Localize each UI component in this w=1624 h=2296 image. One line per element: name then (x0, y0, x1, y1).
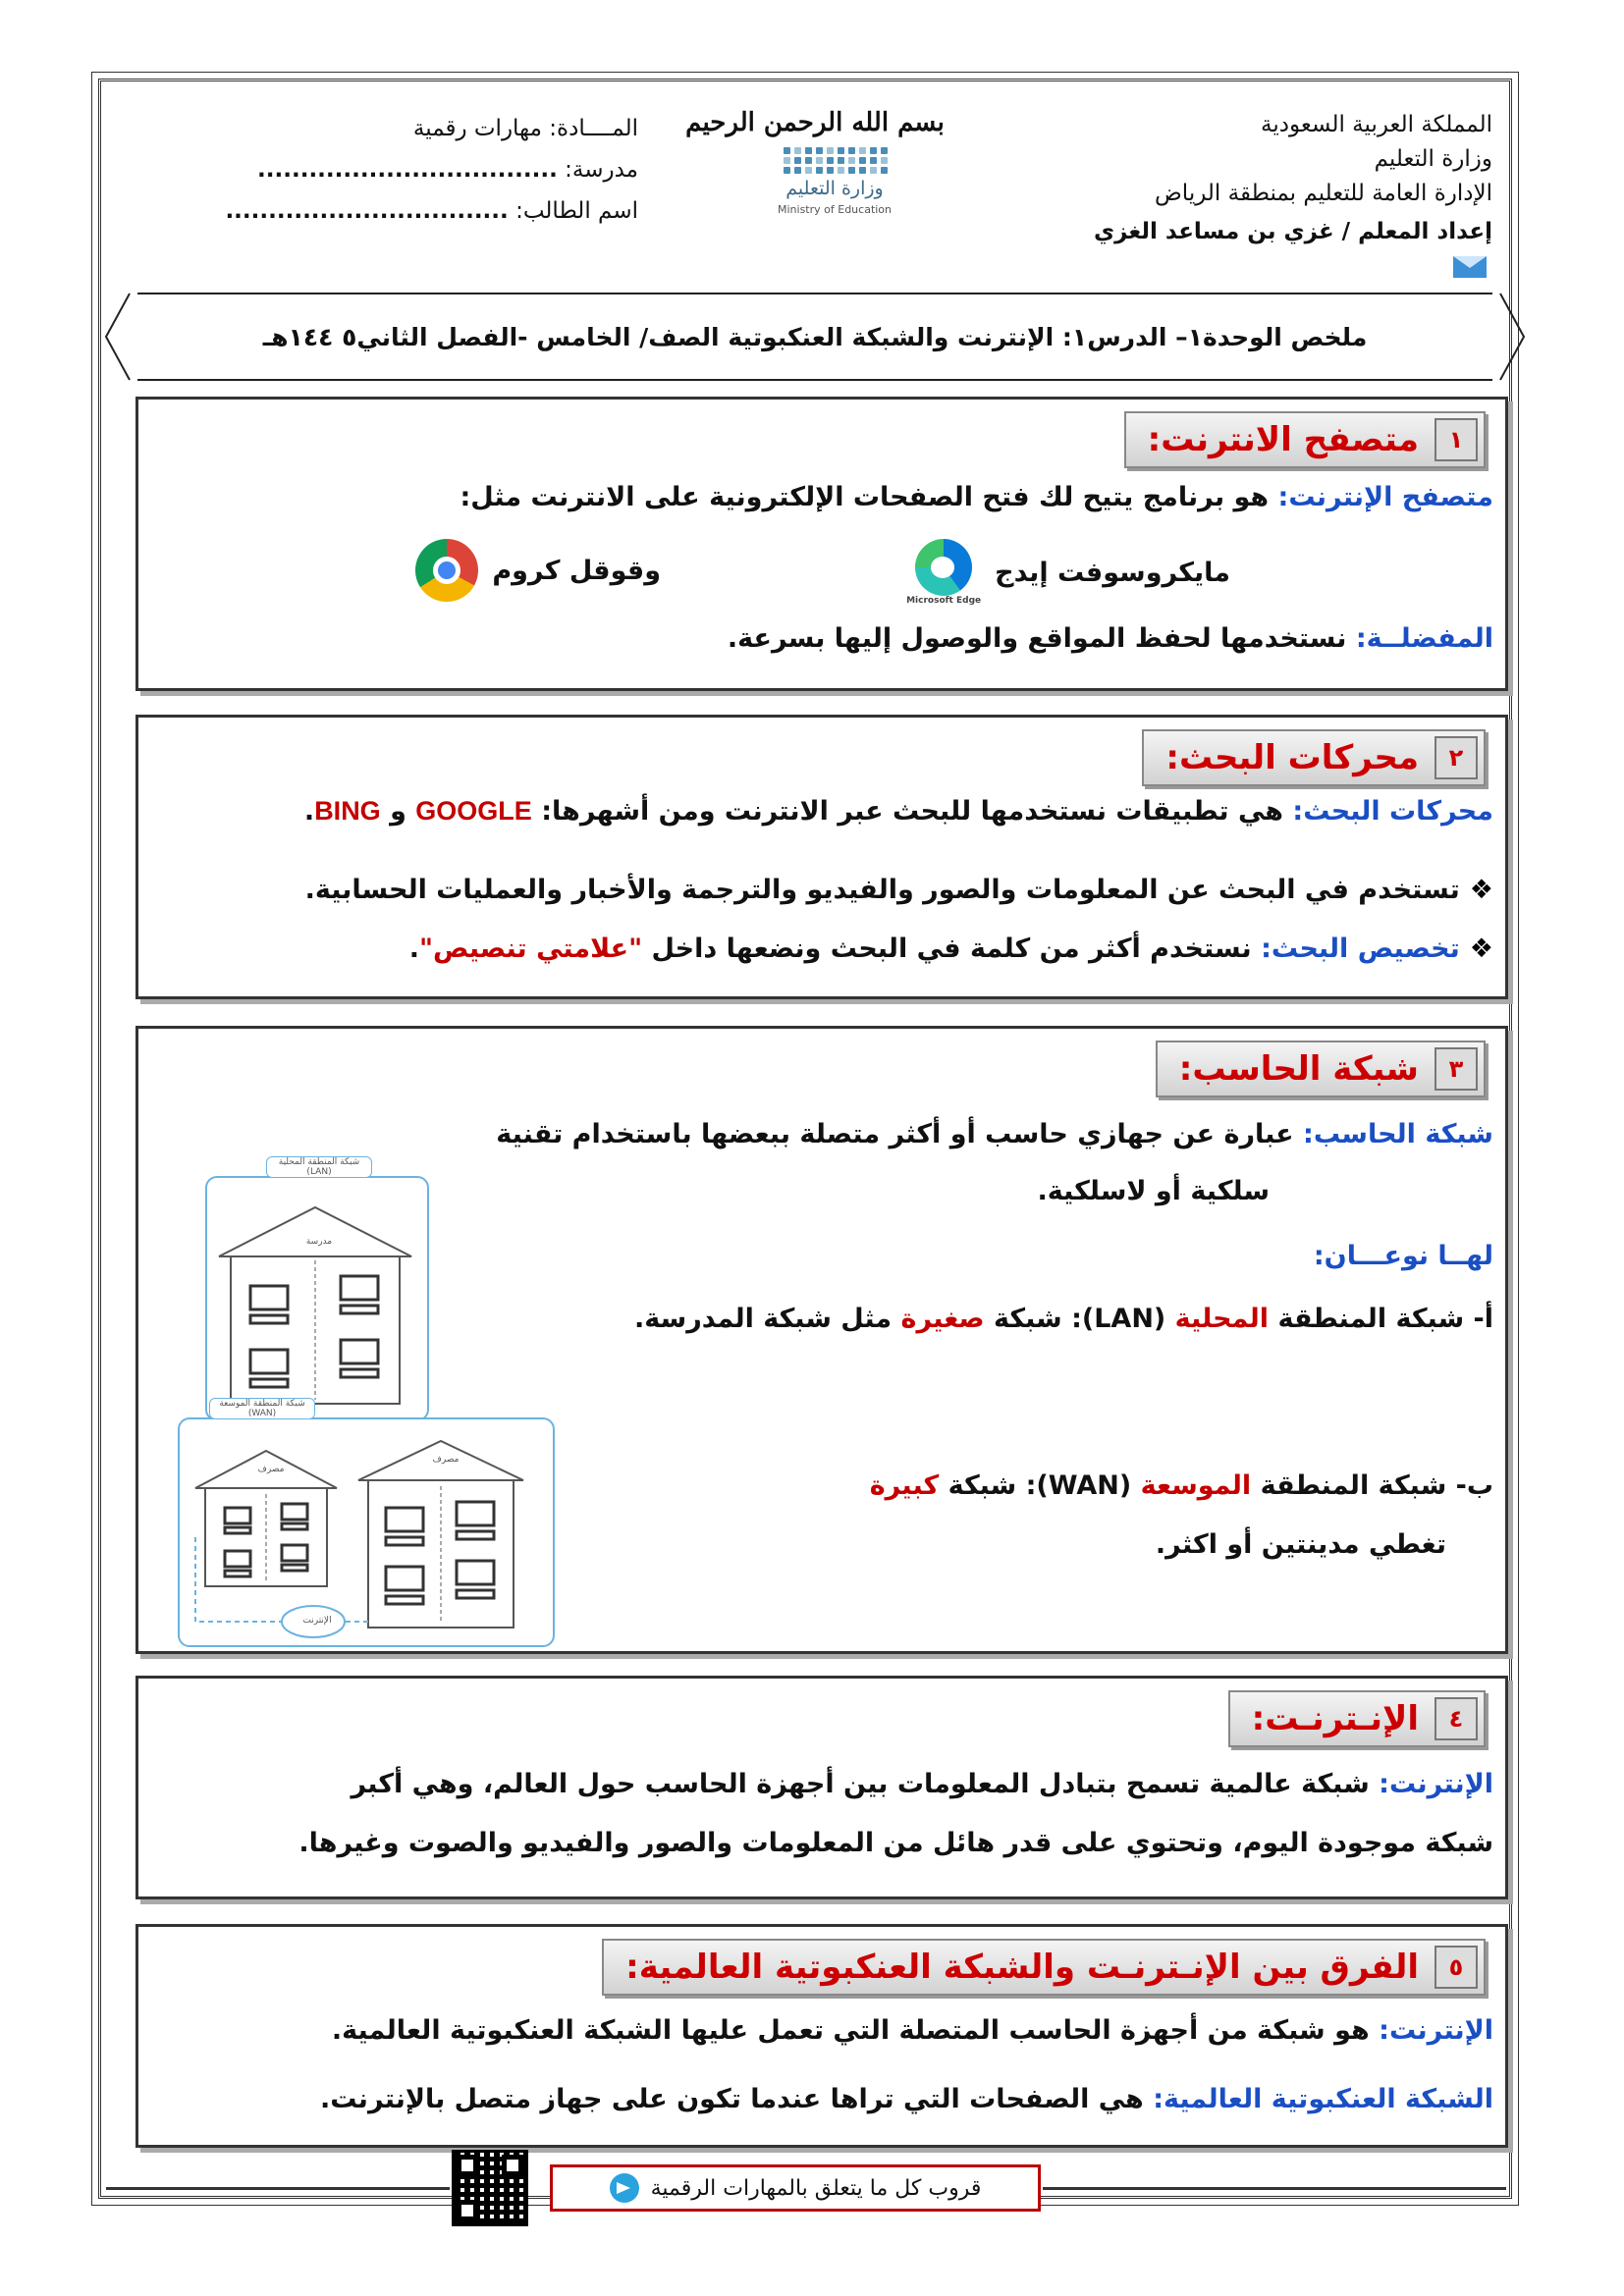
favorites-text: نستخدمها لحفظ المواقع والوصول إليها بسرعة. (727, 623, 1356, 654)
search-text: هي تطبيقات نستخدمها للبحث عبر الانترنت ومن أشهرها: (531, 796, 1293, 827)
network-text: عبارة عن جهازي حاسب أو أكثر متصلة ببعضها باستخدام تقنية (496, 1119, 1304, 1149)
section-number: ٢ (1435, 736, 1478, 779)
section-search-title (1142, 729, 1486, 786)
favorites-term: المفضلــة: (1355, 623, 1493, 654)
kingdom-name: المملكة العربية السعودية (1261, 112, 1492, 137)
section-internet (135, 1676, 1508, 1899)
internet-text: شبكة عالمية تسمح بتبادل المعلومات بين أجهزة الحاسب حول العالم، وهي أكبر (351, 1769, 1380, 1799)
search-bullet-1 (305, 875, 1493, 905)
section-browser-title (1124, 411, 1486, 468)
header (108, 98, 1502, 294)
edge-label: مايكروسوفت إيدج (995, 557, 1230, 588)
lan-prefix: أ- (1464, 1304, 1493, 1334)
internet-term: الإنترنت: (1379, 1769, 1493, 1799)
section-difference-title (602, 1939, 1486, 1996)
google-name: GOOGLE (415, 796, 532, 826)
lan-building-label: مدرسة (305, 1237, 333, 1247)
lan-diagram (205, 1157, 429, 1421)
web-diff-term: الشبكة العنكبوتية العالمية: (1153, 2084, 1493, 2114)
favorites-definition (728, 623, 1493, 654)
wan-prefix: ب- (1446, 1470, 1493, 1501)
wan-definition (870, 1470, 1493, 1501)
wan-large: كبيرة (869, 1470, 940, 1501)
web-diff-text: هي الصفحات التي تراها عندما تكون على جهاز متصل بالإنترنت. (319, 2084, 1154, 2114)
lesson-banner (137, 293, 1492, 381)
qr-code-icon[interactable] (452, 2150, 528, 2226)
and-text: و (380, 796, 416, 827)
section-search-engines (135, 715, 1508, 999)
wan-wide: الموسعة (1140, 1470, 1252, 1501)
network-definition-cont: سلكية أو لاسلكية. (1037, 1176, 1270, 1206)
section-computer-network (135, 1026, 1508, 1654)
section-title-label: شبكة الحاسب: (1178, 1049, 1419, 1089)
telegram-group-link[interactable] (550, 2164, 1041, 2212)
wan-bank-1-label: مصرف (257, 1465, 285, 1474)
network-term: شبكة الحاسب: (1303, 1119, 1493, 1149)
banner-text: ملخص الوحدة١– الدرس١: الإنترنت والشبكة العنكبوتية الصف/ الخامس -الفصل الثاني٥ ١٤٤هـ (262, 322, 1368, 351)
subject-line: المــــادة: مهارات رقمية (412, 116, 638, 141)
footer-rule-right (1043, 2187, 1506, 2190)
browser-text: هو برنامج يتيح لك فتح الصفحات الإلكترونية على الانترنت مثل: (460, 482, 1278, 512)
bing-name: BING (314, 796, 381, 826)
bullet-icon: ❖ (1469, 934, 1493, 964)
lan-definition (634, 1304, 1493, 1334)
search-term: محركات البحث: (1292, 796, 1493, 827)
ministry-logo-english: Ministry of Education (778, 203, 893, 216)
student-line (128, 190, 638, 232)
school-label: مدرسة: (565, 157, 638, 183)
student-dots: ................................. (225, 198, 509, 224)
chrome-item (415, 539, 661, 602)
header-right (1080, 108, 1492, 284)
internet-diff-text: هو شبكة من أجهزة الحاسب المتصلة التي تعمل عليها الشبكة العنكبوتية العالمية. (331, 2015, 1380, 2046)
ministry-logo-arabic: وزارة التعليم (785, 178, 884, 199)
section-number: ٥ (1435, 1946, 1478, 1989)
web-difference (320, 2084, 1493, 2114)
section-internet-title (1228, 1690, 1486, 1747)
lan-diagram-icon (203, 1178, 427, 1423)
internet-definition-cont: شبكة موجودة اليوم، وتحتوي على قدر هائل من المعلومات والصور والفيديو والصوت وغيرها. (298, 1828, 1493, 1858)
ministry-logo-dots-icon (783, 147, 888, 174)
lan-local: المحلية (1174, 1304, 1270, 1334)
wan-definition-cont: تغطي مدينتين أو اكثر. (1155, 1529, 1446, 1560)
lan-text-1: شبكة المنطقة (1269, 1304, 1465, 1334)
wan-text-2: (WAN): شبكة (939, 1470, 1141, 1501)
bullet-1-text: تستخدم في البحث عن المعلومات والصور والفيديو والترجمة والأخبار والعمليات الحسابية. (304, 875, 1460, 905)
lan-text-3: مثل شبكة المدرسة. (634, 1304, 901, 1334)
header-center (668, 108, 962, 216)
browser-term: متصفح الإنترنت: (1277, 482, 1493, 512)
wan-diagram (178, 1399, 555, 1647)
search-bullet-2 (409, 934, 1493, 964)
ministry-name: وزارة التعليم (1374, 146, 1492, 172)
qr-corner (457, 2200, 478, 2221)
banner-left-cap-icon (104, 293, 163, 381)
student-label: اسم الطالب: (515, 198, 638, 224)
teacher-name-text: إعداد المعلم / غزي بن مساعد الغزي (1094, 219, 1492, 244)
section-number: ٤ (1435, 1697, 1478, 1740)
mail-icon (1453, 256, 1487, 278)
section-title-label: الإنـترنـت: (1251, 1699, 1419, 1738)
school-line (128, 149, 638, 190)
banner-right-cap-icon (1467, 293, 1526, 381)
wan-bank-2-label: مصرف (432, 1455, 460, 1465)
bullet-2-end: . (408, 934, 419, 964)
telegram-icon (610, 2173, 639, 2203)
qr-corner (457, 2155, 478, 2176)
bullet-2-text: نستخدم أكثر من كلمة في البحث ونضعها داخل (642, 934, 1262, 964)
edge-icon (915, 539, 972, 596)
custom-search-term: تخصيص البحث: (1261, 934, 1460, 964)
lan-small: صغيرة (900, 1304, 985, 1334)
wan-text-1: شبكة المنطقة (1251, 1470, 1447, 1501)
edge-item (906, 539, 1230, 606)
header-left (128, 108, 638, 232)
administration-name: الإدارة العامة للتعليم بمنطقة الرياض (1155, 181, 1492, 206)
search-engines-definition (304, 796, 1493, 827)
edge-caption: Microsoft Edge (906, 596, 982, 606)
section-title-label: محركات البحث: (1165, 738, 1419, 777)
dot-text: . (303, 796, 315, 827)
chrome-icon (415, 539, 478, 602)
school-dots: ................................... (257, 157, 558, 183)
internet-definition (351, 1769, 1493, 1799)
footer-rule-left (106, 2187, 450, 2190)
section-browser (135, 397, 1508, 691)
internet-diff-term: الإنترنت: (1379, 2015, 1493, 2046)
ministry-logo (707, 147, 962, 216)
lan-text-2: (LAN): شبكة (984, 1304, 1175, 1334)
qr-corner (502, 2155, 523, 2176)
section-difference (135, 1924, 1508, 2148)
section-number: ٣ (1435, 1047, 1478, 1091)
wan-diagram-icon (176, 1419, 553, 1649)
network-types-title: لهــا نوعـــان: (1313, 1241, 1493, 1271)
wan-cloud-label: الإنترنت (302, 1616, 332, 1626)
section-number: ١ (1435, 418, 1478, 461)
bismillah: بسم الله الرحمن الرحيم (685, 108, 945, 137)
internet-difference (332, 2015, 1493, 2046)
browser-definition (460, 482, 1493, 512)
edge-logo (906, 539, 981, 606)
bullet-icon: ❖ (1469, 875, 1493, 905)
network-definition (496, 1119, 1493, 1149)
section-title-label: الفرق بين الإنـترنـت والشبكة العنكبوتية العالمية: (625, 1948, 1419, 1987)
teacher-name (1080, 215, 1492, 284)
wan-caption: شبكة المنطقة الموسعة (WAN) (209, 1398, 315, 1419)
telegram-group-text: قروب كل ما يتعلق بالمهارات الرقمية (650, 2175, 982, 2201)
chrome-label: وقوقل كروم (492, 555, 661, 586)
section-network-title (1156, 1041, 1486, 1097)
quotes-text: "علامتي تنصيص" (418, 934, 643, 964)
lan-caption: شبكة المنطقة المحلية (LAN) (266, 1156, 372, 1178)
section-title-label: متصفح الانترنت: (1147, 420, 1419, 459)
